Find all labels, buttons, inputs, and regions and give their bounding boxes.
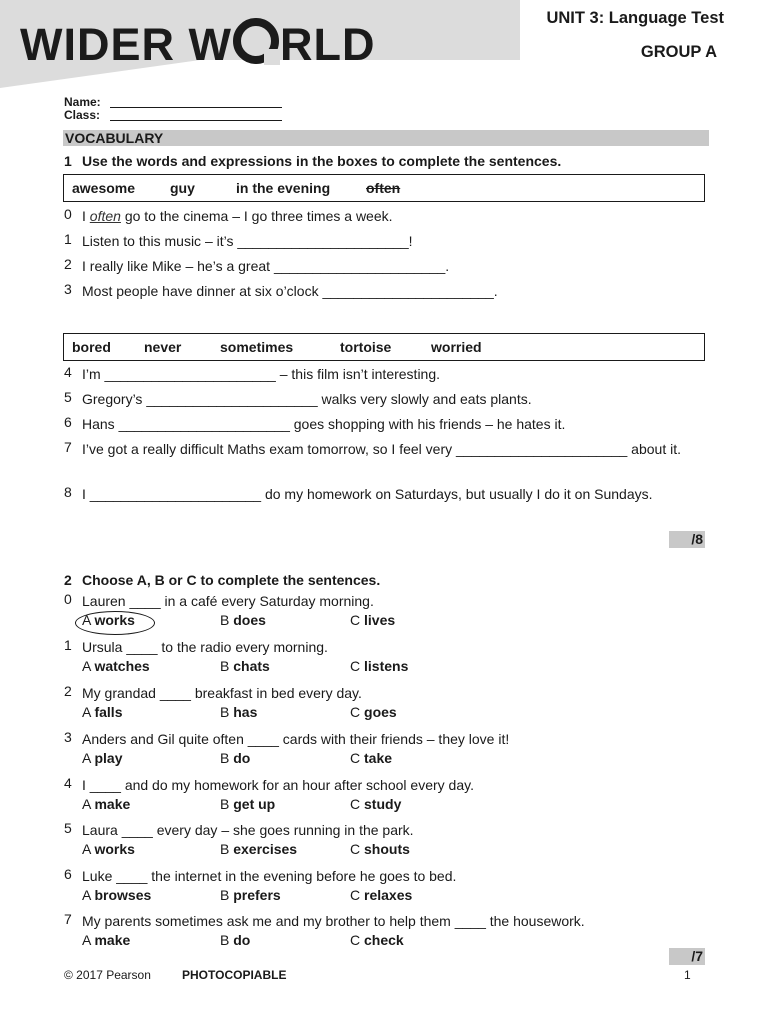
item-number: 5 xyxy=(64,389,72,405)
word-box-item: awesome xyxy=(72,180,136,196)
option-letter: B xyxy=(220,612,230,628)
item-number: 7 xyxy=(64,439,72,455)
item-number: 7 xyxy=(64,911,72,927)
example-sentence: I often go to the cinema – I go three times a week. xyxy=(82,208,393,224)
sentence: I ______________________ do my homework on Saturdays, but usually I do it on Sundays. xyxy=(82,486,653,502)
option-text: make xyxy=(94,796,131,812)
option-text: works xyxy=(94,612,135,628)
item-number: 1 xyxy=(64,637,72,653)
option-text: play xyxy=(94,750,123,766)
word-box-item: bored xyxy=(72,339,111,355)
sentence: Listen to this music – it’s ______________________! xyxy=(82,233,413,249)
option-b[interactable] xyxy=(220,658,270,674)
question-sentence: Luke ____ the internet in the evening before he goes to bed. xyxy=(82,868,457,884)
option-b[interactable] xyxy=(220,932,250,948)
option-text: exercises xyxy=(233,841,298,857)
option-c[interactable] xyxy=(350,704,397,720)
option-letter: C xyxy=(350,750,361,766)
option-letter: C xyxy=(350,658,361,674)
task1-instruction: Use the words and expressions in the boxes to complete the sentences. xyxy=(82,153,562,169)
item-number: 0 xyxy=(64,591,72,607)
option-c[interactable] xyxy=(350,750,392,766)
option-a[interactable] xyxy=(82,932,130,948)
word-box-item: sometimes xyxy=(220,339,294,355)
question-sentence: Anders and Gil quite often ____ cards with their friends – they love it! xyxy=(82,731,510,747)
option-letter: C xyxy=(350,932,361,948)
option-text: does xyxy=(233,612,266,628)
option-letter: A xyxy=(82,841,91,857)
item-number: 6 xyxy=(64,414,72,430)
item-number: 0 xyxy=(64,206,72,222)
option-b[interactable] xyxy=(220,612,266,628)
score-task2: /7 xyxy=(669,948,705,965)
option-text: browses xyxy=(94,887,152,903)
item-number: 2 xyxy=(64,683,72,699)
option-text: works xyxy=(94,841,135,857)
option-text: falls xyxy=(94,704,123,720)
option-letter: B xyxy=(220,658,230,674)
word-box-item: worried xyxy=(431,339,482,355)
name-field[interactable] xyxy=(110,107,282,108)
option-b[interactable] xyxy=(220,796,275,812)
option-letter: A xyxy=(82,658,91,674)
sentence: Most people have dinner at six o’clock ______________________. xyxy=(82,283,498,299)
option-letter: A xyxy=(82,750,91,766)
option-c[interactable] xyxy=(350,612,395,628)
option-a[interactable] xyxy=(82,658,150,674)
option-text: shouts xyxy=(364,841,410,857)
task1-number: 1 xyxy=(64,153,72,169)
item-number: 1 xyxy=(64,231,72,247)
item-number: 5 xyxy=(64,820,72,836)
word-box-item: never xyxy=(144,339,182,355)
word-box-item: tortoise xyxy=(340,339,392,355)
option-text: watches xyxy=(94,658,150,674)
option-text: get up xyxy=(233,796,276,812)
option-text: take xyxy=(364,750,393,766)
option-text: study xyxy=(364,796,402,812)
class-field[interactable] xyxy=(110,120,282,121)
wider-world-logo: WIDER W RLD xyxy=(20,19,376,70)
sentence: I really like Mike – he’s a great ______________________. xyxy=(82,258,450,274)
option-letter: A xyxy=(82,796,91,812)
option-letter: B xyxy=(220,887,230,903)
option-c[interactable] xyxy=(350,887,412,903)
sentence: I’ve got a really difficult Maths exam tomorrow, so I feel very ______________________ about it. xyxy=(82,441,681,457)
item-number: 8 xyxy=(64,484,72,500)
sentence: Hans ______________________ goes shopping with his friends – he hates it. xyxy=(82,416,566,432)
score-task1: /8 xyxy=(669,531,705,548)
option-letter: C xyxy=(350,887,361,903)
option-letter: C xyxy=(350,612,361,628)
option-a[interactable] xyxy=(82,887,151,903)
page-number: 1 xyxy=(684,968,691,982)
option-letter: B xyxy=(220,704,230,720)
option-a[interactable] xyxy=(82,612,135,628)
option-letter: A xyxy=(82,704,91,720)
option-text: goes xyxy=(364,704,397,720)
option-b[interactable] xyxy=(220,750,250,766)
option-letter: C xyxy=(350,704,361,720)
question-sentence: My parents sometimes ask me and my brother to help them ____ the housework. xyxy=(82,913,585,929)
item-number: 4 xyxy=(64,775,72,791)
question-sentence: My grandad ____ breakfast in bed every day. xyxy=(82,685,362,701)
option-b[interactable] xyxy=(220,841,297,857)
option-c[interactable] xyxy=(350,796,401,812)
option-b[interactable] xyxy=(220,887,281,903)
option-letter: C xyxy=(350,796,361,812)
option-letter: A xyxy=(82,932,91,948)
word-box-item-used: often xyxy=(366,180,401,196)
option-c[interactable] xyxy=(350,841,410,857)
task2-number: 2 xyxy=(64,572,72,588)
option-a[interactable] xyxy=(82,796,130,812)
logo-o-ring-icon xyxy=(233,18,279,64)
option-letter: B xyxy=(220,932,230,948)
task2-instruction: Choose A, B or C to complete the sentences. xyxy=(82,572,381,588)
item-number: 3 xyxy=(64,729,72,745)
item-number: 6 xyxy=(64,866,72,882)
option-letter: A xyxy=(82,612,91,628)
question-sentence: Ursula ____ to the radio every morning. xyxy=(82,639,328,655)
option-letter: A xyxy=(82,887,91,903)
item-number: 2 xyxy=(64,256,72,272)
option-text: lives xyxy=(364,612,396,628)
footer-photocopiable: PHOTOCOPIABLE xyxy=(182,968,287,982)
question-sentence: I ____ and do my homework for an hour after school every day. xyxy=(82,777,474,793)
option-c[interactable] xyxy=(350,932,404,948)
option-b[interactable] xyxy=(220,704,257,720)
option-letter: B xyxy=(220,841,230,857)
option-letter: B xyxy=(220,750,230,766)
option-text: do xyxy=(233,932,251,948)
option-text: listens xyxy=(364,658,409,674)
option-a[interactable] xyxy=(82,750,122,766)
group-label: GROUP A xyxy=(640,43,717,61)
unit-title: UNIT 3: Language Test xyxy=(546,9,724,27)
name-label: Name: xyxy=(64,95,101,109)
sentence: Gregory’s ______________________ walks very slowly and eats plants. xyxy=(82,391,532,407)
option-letter: C xyxy=(350,841,361,857)
word-box-item: in the evening xyxy=(236,180,331,196)
option-a[interactable] xyxy=(82,704,122,720)
class-label: Class: xyxy=(64,108,101,122)
option-letter: B xyxy=(220,796,230,812)
footer-copyright: © 2017 Pearson xyxy=(64,968,151,982)
option-text: check xyxy=(364,932,404,948)
sentence: I’m ______________________ – this film isn’t interesting. xyxy=(82,366,441,382)
option-c[interactable] xyxy=(350,658,408,674)
option-text: make xyxy=(94,932,131,948)
question-sentence: Laura ____ every day – she goes running in the park. xyxy=(82,822,414,838)
word-box-2 xyxy=(63,333,705,361)
word-box-item: guy xyxy=(170,180,195,196)
question-sentence: Lauren ____ in a café every Saturday morning. xyxy=(82,593,374,609)
option-text: do xyxy=(233,750,251,766)
item-number: 3 xyxy=(64,281,72,297)
option-a[interactable] xyxy=(82,841,135,857)
option-text: prefers xyxy=(233,887,281,903)
section-vocabulary: VOCABULARY xyxy=(63,130,709,146)
item-number: 4 xyxy=(64,364,72,380)
example-answer: often xyxy=(89,208,121,224)
option-text: has xyxy=(233,704,258,720)
option-text: chats xyxy=(233,658,270,674)
word-box-1 xyxy=(63,174,705,202)
option-text: relaxes xyxy=(364,887,413,903)
